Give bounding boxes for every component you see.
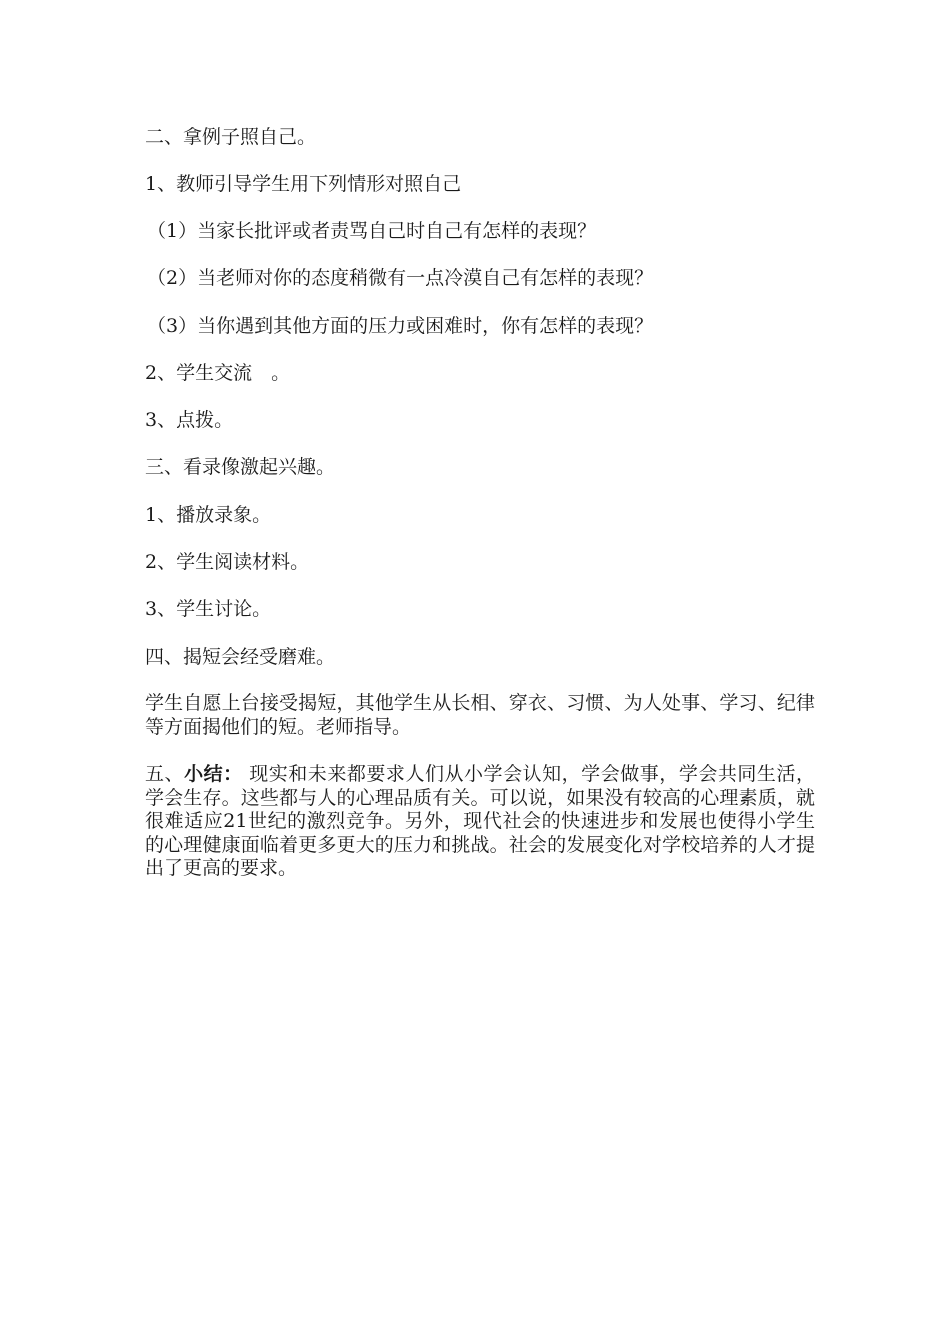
section-heading-4: 四、揭短会经受磨难。 (145, 646, 336, 668)
list-item: 2、学生阅读材料。 (145, 551, 310, 573)
list-item: 1、教师引导学生用下列情形对照自己 (145, 173, 462, 195)
section-heading-3: 三、看录像激起兴趣。 (145, 456, 336, 478)
list-item: （1）当家长批评或者责骂自己时自己有怎样的表现？ (147, 220, 597, 242)
list-item: 3、点拨。 (145, 409, 234, 431)
paragraph-exposure: 学生自愿上台接受揭短，其他学生从长相、穿衣、习惯、为人处事、学习、纪律等方面揭他们的短。老师指导。 (145, 692, 815, 738)
summary-number: 五、 (145, 763, 185, 785)
list-item: 1、播放录象。 (145, 504, 272, 526)
list-item: （3）当你遇到其他方面的压力或困难时，你有怎样的表现？ (147, 315, 654, 337)
list-item: 2、学生交流 。 (145, 362, 291, 384)
section-heading-2: 二、拿例子照自己。 (145, 126, 317, 148)
summary-body: 现实和未来都要求人们从小学会认知，学会做事，学会共同生活，学会生存。这些都与人的心理品质有关。可以说，如果没有较高的心理素质，就很难适应21世纪的激烈竞争。另外，现代社会的快速进步和发展也使得小学生的心理健康面临着更多更大的压力和挑战。社会的发展变化对学校培养的人才提出了更高的要求。 (145, 763, 815, 879)
paragraph-summary (145, 763, 815, 881)
summary-heading: 小结： (184, 763, 243, 785)
list-item: 3、学生讨论。 (145, 598, 272, 620)
list-item: （2）当老师对你的态度稍微有一点冷漠自己有怎样的表现？ (147, 267, 654, 289)
